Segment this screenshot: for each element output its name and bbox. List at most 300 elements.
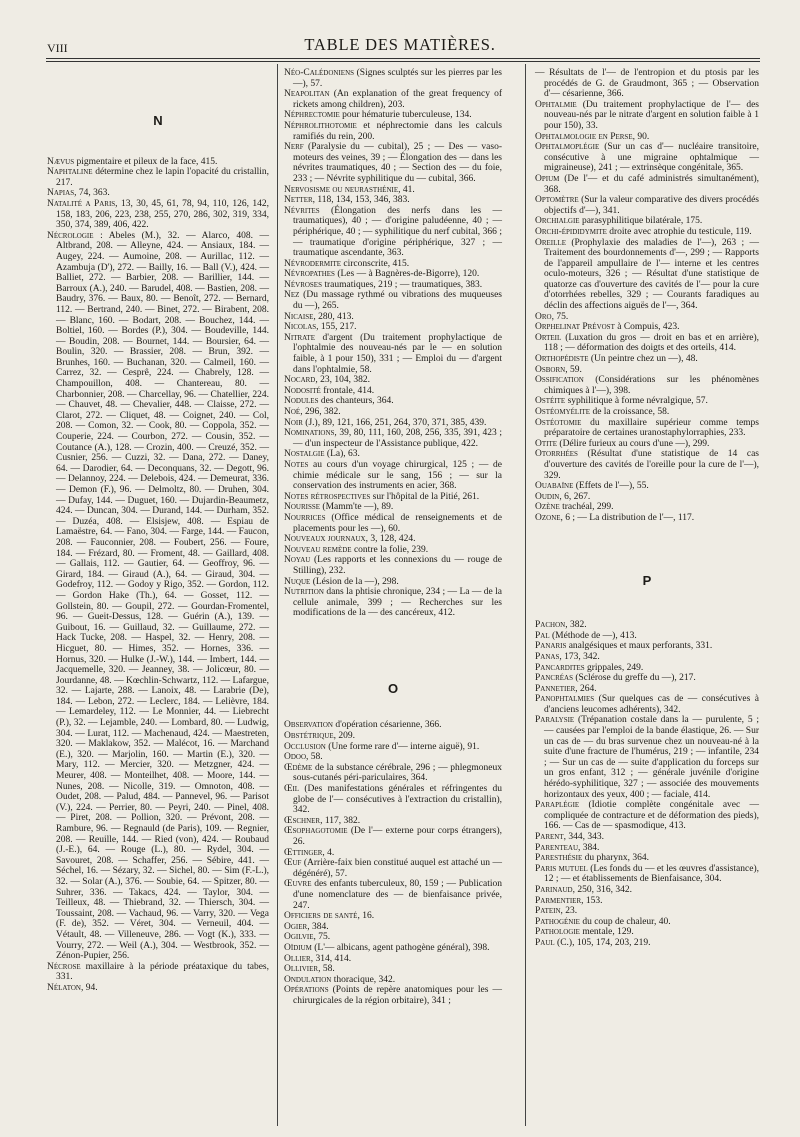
- entry-text: (Considérations sur les phénomènes chimiques à l'—), 398.: [544, 375, 759, 396]
- entry-text: , 384.: [578, 842, 600, 853]
- entry-text: , 4.: [322, 847, 335, 858]
- entry-list: [47, 157, 269, 994]
- index-entry: [284, 195, 502, 206]
- entry-list: [284, 68, 502, 619]
- header-rule-bottom: [46, 61, 760, 62]
- index-entry: [535, 322, 759, 333]
- index-entry: [47, 167, 269, 188]
- entry-text: , 344, 343.: [563, 832, 604, 842]
- entry-text: contre la folie, 239.: [351, 544, 429, 555]
- entry-headword: Ogier: [284, 921, 308, 932]
- entry-headword: Pathogénie: [535, 916, 580, 927]
- index-entry: [535, 896, 759, 907]
- entry-headword: Orteil: [535, 332, 562, 343]
- entry-headword: Noir: [284, 417, 303, 428]
- entry-headword: Nodosité: [284, 385, 321, 396]
- entry-text: (Lésion de la —), 298.: [310, 576, 399, 587]
- index-entry: [284, 577, 502, 588]
- index-entry: [284, 280, 502, 291]
- index-entry: [535, 439, 759, 450]
- entry-text: mentale, 129.: [579, 927, 634, 938]
- entry-text: à Compuis, 423.: [614, 322, 680, 333]
- index-entry: [284, 290, 502, 311]
- index-entry: [284, 932, 502, 943]
- index-entry: [284, 375, 502, 386]
- index-entry: [284, 720, 502, 731]
- entry-text: des chanteurs, 364.: [318, 396, 394, 407]
- index-entry: [284, 396, 502, 407]
- entry-text: , 23, 104, 382.: [315, 375, 370, 386]
- entry-text: (Office médical de renseignements et de placements pour les —), 60.: [293, 512, 502, 534]
- entry-headword: Nez: [284, 290, 300, 301]
- entry-text: , 23.: [560, 906, 578, 917]
- entry-text: (Effets de l'—), 55.: [573, 481, 649, 492]
- index-entry: [284, 386, 502, 397]
- index-entry: [535, 641, 759, 652]
- entry-headword: Orphelinat Prévost: [535, 322, 615, 333]
- index-entry: [284, 555, 502, 576]
- index-entry: [535, 513, 759, 524]
- index-entry: [284, 269, 502, 280]
- entry-headword: Nutrition: [284, 587, 324, 598]
- entry-text: — Résultats de l'— de l'entropion et du ptosis par les procédés de G. de Graudmont, 365 ; — Observation d'— césarienne, 366.: [535, 68, 759, 100]
- entry-text: , 314, 414.: [310, 953, 352, 964]
- entry-text: , 118, 134, 153, 346, 383.: [312, 195, 410, 206]
- index-entry: [535, 132, 759, 143]
- entry-text: traumatiques, 219 ; — traumatiques, 383.: [321, 279, 483, 290]
- index-entry: [535, 673, 759, 684]
- entry-headword: Nicolas: [284, 322, 317, 333]
- index-entry: [284, 587, 502, 619]
- entry-text: , 13, 30, 45, 61, 78, 94, 110, 126, 142, 158, 183, 206, 223, 238, 255, 270, 286, 302, 319, 334, 350, 374, 389, 406, 422.: [56, 198, 269, 231]
- entry-headword: Œdème: [284, 762, 313, 773]
- entry-headword: Odoo: [284, 752, 307, 763]
- entry-headword: Oudin: [535, 491, 560, 502]
- index-entry: [284, 110, 502, 121]
- entry-text: (Les — à Bagnères-de-Bigorre), 120.: [334, 269, 480, 280]
- entry-headword: Orthopédiste: [535, 354, 589, 365]
- entry-text: de la substance cérébrale, 296 ; — phlegmoneux sous-cutanés péri-pariculaires, 364.: [293, 762, 502, 784]
- entry-list: [535, 68, 759, 524]
- entry-text: (Les fonds du — et les œuvres d'assistance), 12 ; — et établissements de Bienfaisance, 304.: [544, 863, 759, 885]
- index-entry: [535, 174, 759, 195]
- index-entry: [535, 652, 759, 663]
- entry-text: (Résultat d'une statistique de 14 cas d'ouverture des cavités de l'oreille pour la cure de l'—), 329.: [544, 449, 759, 481]
- index-entry: [535, 396, 759, 407]
- index-entry: [284, 964, 502, 975]
- entry-text: , 173, 342.: [559, 651, 600, 662]
- index-entry: [284, 954, 502, 965]
- entry-headword: Nourrices: [284, 512, 326, 523]
- index-entry: [535, 620, 759, 631]
- index-entry: [535, 832, 759, 843]
- entry-headword: Œil: [284, 784, 300, 795]
- index-entry: [47, 231, 269, 962]
- index-entry: [284, 826, 502, 847]
- entry-text: parasyphilitique bilatérale, 175.: [579, 216, 703, 227]
- entry-text: (Les rapports et les connexions du — rouge de Stilling), 232.: [293, 555, 502, 576]
- index-entry: [284, 333, 502, 375]
- entry-text: syphilitique à forme névralgique, 57.: [565, 396, 708, 407]
- entry-text: dans la phtisie chronique, 234 ; — La — de la cellule animale, 399 ; — Recherches sur les modifications de la — des cancéreux, 412.: [293, 587, 502, 619]
- entry-headword: Pannetier: [535, 683, 576, 694]
- entry-text: (Sur un cas d'— nucléaire transitoire, consécutive à une migraine ophtalmique — migraineuse), 241 ; — extrinsèque congénitale, 365.: [544, 142, 759, 174]
- entry-text: de la croissance, 58.: [590, 407, 670, 417]
- index-entry: [284, 492, 502, 503]
- entry-text: (Méthode de —), 413.: [549, 630, 637, 641]
- index-entry: [284, 121, 502, 142]
- entry-text: droite avec atrophie du testicule, 119.: [606, 226, 752, 237]
- entry-headword: Nerf: [284, 142, 304, 153]
- entry-headword: Noé: [284, 407, 301, 417]
- entry-text: , 59.: [565, 364, 582, 375]
- index-entry: [535, 354, 759, 365]
- index-entry: [535, 312, 759, 323]
- entry-headword: Paris mutuel: [535, 863, 588, 874]
- entry-headword: Ouabaïne: [535, 481, 574, 492]
- entry-headword: Oreille: [535, 237, 566, 248]
- entry-headword: Parmentier: [535, 895, 582, 906]
- entry-headword: Nécrologie: [47, 230, 94, 241]
- entry-list: [535, 620, 759, 948]
- index-column-left: [47, 68, 269, 994]
- entry-headword: Parenteau: [535, 842, 579, 853]
- entry-headword: Nélaton: [47, 982, 81, 993]
- index-entry: [535, 481, 759, 492]
- entry-headword: Névrodermite: [284, 258, 342, 269]
- entry-headword: Paresthésie: [535, 853, 583, 864]
- entry-headword: Œuvre: [284, 879, 312, 890]
- index-entry: [284, 460, 502, 492]
- entry-headword: Nodules: [284, 396, 319, 407]
- index-entry: [284, 784, 502, 816]
- entry-headword: Orchialgie: [535, 216, 580, 227]
- entry-text: : Abeles (M.), 32. — Alarco, 408. — Altbrand, 208. — Alleyne, 424. — Ansiaux, 184. — Augey, 224. — Aumoine, 208. — Aurillac, 112. — Azambuja (D'), 272. — Bailly, 16. — Ball (V.), 424. — Balliet, 272. — Barbier, 208. — Barillier, 144. — Barroux (A.), 240. — Barudel, 408. — Bastien, 208. — Baudry, 376. — Baux, 80. — Benoît, 272. — Bernard, 112. — Bertrand, 240. — Binet, 272. — Birabent, 208. — Blanc, 160. — Bodart, 208. — Bouchez, 144. — Boltiel, 160. — Bordes (P.), 304. — Boudeville, 144. — Boudin, 208. — Bournet, 144. — Boursier, 64. — Boulin, 320. — Brassier, 208. — Brun, 392. — Brunhes, 160. — Buchanan, 320. — Calmeil, 160. — Carrez, 32. — Cesprê, 224. — Chabrely, 128. — Champouillon, 408. — Chantereau, 80. — Charbonnier, 208. — Charcellay, 96. — Chatellier, 224. — Chauvet, 48. — Chevalier, 448. — Claisse, 272. — Clarot, 272. — Cliquet, 48. — Coignet, 240. — Col, 208. — Comon, 32. — Cook, 80. — Coppola, 352. — Couperie, 224. — Courbon, 272. — Cousin, 352. — Coutance (A.), 128. — Crozin, 400. — Creuzé, 352. — Cusnier, 256. — Cuzzi, 32. — Dana, 272. — Daney, 64. — Darodier, 64. — Deconquans, 32. — Degott, 96. — Delannoy, 224. — Delebois, 424. — Demeurat, 336. — Demon (F.), 96. — Delmoltz, 80. — Druhen, 304. — Dufay, 144. — Duguet, 160. — Dujardin-Beaumetz, 424. — Duncan, 304. — Durand, 144. — Durham, 352. — Duzéa, 408. — Elsisjew, 408. — Espiau de Lamaëstre, 64. — Fano, 304. — Farge, 144. — Faucon, 208. — Fauconnier, 208. — Foubert, 256. — Foure, 184. — Frézard, 80. — Froment, 48. — Gaillard, 408. — Gallais, 112. — Gautier, 64. — Geoffroy, 96. — Girard, 184. — Giraud (A.), 64. — Giraud, 304. — Godefroy, 112. — Godoy y Rigo, 352. — Gordon, 112. — Gordon Hake (Th.), 64. — Gosset, 112. — Gollstein, 80. — Goupil, 272. — Gourdan-Fromentel, 96. — Gueit-Dessus, 128. — Guérin (A.), 139. — Guibout, 16. — Guillaud, 32. — Guillaume, 272. — Hack Tucke, 208. — Haspel, 32. — Henry, 208. — Hicguet, 80. — Himes, 352. — Hornes, 336. — Hornus, 320. — Hulke (J.-W.), 144. — Imbert, 144. — Jacquemelle, 320. — Jeanney, 38. — Jolicœur, 80. — Jourdanne, 48. — Kœchlin-Schwartz, 112. — Lafargue, 32. — Lajarte, 288. — Lanoix, 48. — Larabrie (De), 184. — Lebon, 272. — Leclerc, 184. — Lelièvre, 184. — Lemardeley, 112. — Le Monnier, 44. — Liebrecht (P.), 32. — Lejamble, 240. — Lombard, 80. — Ludwig, 304. — Lurat, 112. — Machenaud, 424. — Maestreten, 320. — Maklakow, 352. — Malécot, 16. — Marchand (E.), 320. — Marjolin, 160. — Martin (E.), 320. — Mary, 112. — Mercier, 320. — Metzgner, 424. — Meurer, 408. — Monteilhet, 408. — Moore, 144. — Nunes, 208. — Nicolle, 319. — Omnoton, 408. — Oudet, 208. — Palud, 484. — Pannevel, 96. — Parisot (V.), 224. — Perrier, 80. — Peyri, 240. — Pinel, 408. — Piret, 208. — Pollion, 320. — Prévont, 208. — Rambure, 96. — Regnauld (de Paris), 109. — Regnier, 208. — Reuille, 144. — Ried (von), 424. — Roubaud (J.-E.), 64. — Rouge (L.), 80. — Rydel, 304. — Savouret, 208. — Schaffer, 256. — Sébire, 441. — Séchel, 16. — Sézary, 32. — Sichel, 80. — Sim (F.-L.), 32. — Solar (A.), 376. — Soubie, 64. — Spitzer, 80. — Suhrer, 336. — Takacs, 424. — Taylor, 304. — Teilleux, 48. — Thiebrand, 32. — Thiersch, 304. — Toussaint, 208. — Vachaud, 96. — Varry, 320. — Vega (F. de), 352. — Véret, 304. — Verneuil, 404. — Vétault, 48. — Villeneuve, 286. — Vogt (K.), 333. — Vourry, 272. — Weil (A.), 304. — Westbrook, 352. — Zénon-Pupier, 256.: [56, 230, 269, 962]
- entry-headword: Opium: [535, 173, 560, 184]
- entry-text: du coup de chaleur, 40.: [579, 916, 671, 927]
- entry-headword: Noyau: [284, 555, 311, 566]
- index-entry: [535, 449, 759, 481]
- entry-text: (Mamm'te —), 89.: [320, 502, 394, 513]
- entry-headword: Ollivier: [284, 964, 319, 975]
- index-entry: [284, 142, 502, 184]
- entry-headword: Orchi-épididymite: [535, 226, 607, 237]
- entry-headword: Parinaud: [535, 884, 573, 895]
- index-entry: [535, 216, 759, 227]
- entry-headword: Pancardites: [535, 662, 585, 673]
- entry-headword: Ollier: [284, 953, 311, 964]
- entry-headword: Nouveau remède: [284, 544, 352, 555]
- entry-headword: Œttinger: [284, 847, 323, 858]
- entry-headword: Paraplégie: [535, 800, 580, 811]
- entry-headword: Netter: [284, 195, 313, 206]
- index-entry: [535, 843, 759, 854]
- entry-text: , 90.: [632, 131, 650, 142]
- entry-text: , 250, 316, 342.: [572, 884, 632, 895]
- index-entry: [284, 449, 502, 460]
- entry-text: (Signes sculptés sur les pierres par les —), 57.: [293, 68, 502, 89]
- index-entry: [535, 800, 759, 832]
- entry-text: (Trépanation costale dans la — purulente, 5 ; — causées par l'emploi de la bande élastique, 26. — Sur un cas de — du bras survenue chez un nouveau-né à la suite d'une fracture de l'humérus, 219 ; — infantile, 234 ; — Sur un cas de — suite d'application du forceps sur un gros enfant, 312 ; — générale juvénile d'origine hérédo-syphilitique, 327 ; — associée des mouvements horizontaux des yeux, 400 ; — faciale, 414.: [544, 715, 759, 800]
- entry-text: (An explanation of the great frequency of rickets among children), 203.: [293, 89, 502, 110]
- entry-text: frontale, 414.: [320, 385, 375, 396]
- entry-text: , 6, 267.: [559, 491, 591, 502]
- entry-headword: Néo-Calédoniens: [284, 68, 355, 78]
- entry-headword: Néphrectomie: [284, 110, 340, 121]
- index-entry: [535, 502, 759, 513]
- entry-text: du maxillaire supérieur comme temps préparatoire de certaines uranostaphylorraphies, 233.: [544, 417, 759, 439]
- index-entry: [47, 962, 269, 983]
- entry-text: au cours d'un voyage chirurgical, 125 ; — de chimie médicale sur le sang, 156 ; — sur la conservation des instruments en acier, 368.: [293, 459, 502, 492]
- index-entry: [535, 142, 759, 174]
- index-entry: [284, 848, 502, 859]
- entry-text: , 41.: [398, 184, 415, 195]
- entry-text: (Idiotie complète congénitale avec — compliquée de contracture et de déformation des pieds), 166. — Cas de — spasmodique, 413.: [544, 800, 759, 832]
- index-entry: [284, 534, 502, 545]
- entry-text: trachéal, 299.: [559, 502, 614, 513]
- entry-text: (Prophylaxie des maladies de l'—), 263 ; — Traitement des bourdonnements d'—, 299 ; — Rapports de l'appareil ampullaire de l'— interne et les centres oculo-moteurs, 326 ; — Résultat d'une statistique de quatorze cas d'ouverture des cavités de l'— pour la cure d'otorrhées rebelles, 329 ; — Courants faradiques au déclin des affections aiguës de l'—, 364.: [544, 237, 759, 312]
- entry-headword: Neapolitan: [284, 89, 330, 100]
- index-entry: [535, 663, 759, 674]
- index-entry: [284, 545, 502, 556]
- entry-headword: Oïdium: [284, 942, 312, 953]
- entry-headword: Panas: [535, 651, 560, 662]
- entry-text: , 153.: [581, 895, 603, 906]
- entry-headword: Nuque: [284, 576, 311, 587]
- entry-headword: Paul: [535, 937, 555, 948]
- index-entry: [284, 985, 502, 1006]
- entry-text: détermine chez le lapin l'opacité du cristallin, 217.: [56, 167, 269, 188]
- entry-text: , 280, 413.: [313, 311, 354, 322]
- section-letter-o: O: [387, 680, 399, 696]
- index-entry: [284, 259, 502, 270]
- index-entry: [284, 418, 502, 429]
- entry-headword: Otorrhées: [535, 449, 578, 460]
- entry-headword: Névroses: [284, 279, 322, 290]
- entry-text: d'argent (Du traitement prophylactique de l'ophtalmie des nouveau-nés par le — en solution faible, à 1 pour 150), 331 ; — Emploi du — d'argent dans l'ophtalmie, 58.: [293, 332, 502, 375]
- index-entry: [535, 238, 759, 312]
- index-column-middle: [284, 68, 502, 1007]
- entry-text: pour hématurie tuberculeuse, 134.: [339, 110, 472, 121]
- entry-text: circonscrite, 415.: [341, 258, 410, 269]
- entry-text: (Sur quelques cas de — consécutives à d'anciens leucomes adhérents), 342.: [544, 694, 759, 715]
- index-entry: [284, 68, 502, 89]
- index-entry: [535, 715, 759, 800]
- entry-headword: Nicaise: [284, 311, 314, 322]
- entry-text: , 264.: [575, 683, 597, 694]
- entry-text: (Du traitement prophylactique de l'— des nouveau-nés par le nitrate d'argent en solution faible à 1 pour 150), 33.: [544, 99, 759, 131]
- index-entry: [284, 322, 502, 333]
- index-entry: [284, 312, 502, 323]
- index-entry: [535, 68, 759, 100]
- index-entry: [535, 684, 759, 695]
- index-entry: [535, 927, 759, 938]
- entry-headword: Pal: [535, 630, 550, 641]
- entry-text: pigmentaire et pileux de la face, 415.: [74, 156, 218, 167]
- section-letter-n: N: [153, 113, 163, 128]
- entry-text: , 6 ; — La distribution de l'—, 117.: [560, 512, 695, 523]
- entry-headword: Patein: [535, 906, 561, 917]
- entry-list: [284, 720, 502, 1006]
- index-entry: [535, 694, 759, 715]
- entry-text: , 75.: [313, 932, 331, 943]
- entry-headword: Néphrolithotomie: [284, 120, 357, 131]
- entry-headword: Nævus: [47, 156, 75, 167]
- page-number: VIII: [47, 41, 68, 55]
- entry-text: , 155, 217.: [316, 322, 357, 333]
- entry-text: (Élongation des nerfs dans les — traumatiques), 40 ; — d'origine paludéenne, 40 ; — périphérique, 40 ; — syphilitique du nerf cubital, 366 ; — traumatique d'origine périphérique, 327 ; — traumatique ascendante, 363.: [293, 205, 502, 259]
- entry-headword: Œschner: [284, 815, 321, 826]
- index-entry: [284, 89, 502, 110]
- entry-text: (Paralysie du — cubital), 25 ; — Des — vaso-moteurs des veines, 39 ; — Élongation des — dans les névrites traumatiques, 40 ; — Section des — du foie, 233 ; — Névrite syphilitique du — cubital, 366.: [293, 142, 502, 184]
- entry-text: du pharynx, 364.: [582, 853, 650, 864]
- index-entry: [535, 492, 759, 503]
- entry-text: (Arrière-faix bien constitué auquel est attaché un — dégénéré), 57.: [293, 858, 502, 879]
- entry-headword: Nourisse: [284, 502, 321, 513]
- index-entry: [535, 917, 759, 928]
- index-entry: [47, 983, 269, 994]
- section-letter-p: P: [642, 572, 652, 588]
- index-entry: [535, 407, 759, 418]
- entry-headword: Otite: [535, 438, 558, 449]
- index-entry: [47, 188, 269, 199]
- entry-text: (J.), 89, 121, 166, 251, 264, 370, 371, 385, 439.: [302, 417, 487, 428]
- entry-text: et néphrectomie dans les calculs ramifiés du rein, 200.: [293, 120, 502, 142]
- entry-headword: Natalité a Paris: [47, 198, 116, 209]
- index-entry: [284, 911, 502, 922]
- index-entry: [284, 206, 502, 259]
- entry-text: , 117, 382.: [320, 815, 361, 826]
- entry-text: , 75.: [551, 311, 569, 322]
- entry-text: , 296, 382.: [300, 407, 341, 417]
- entry-text: analgésiques et maux perforants, 331.: [566, 641, 713, 652]
- entry-headword: Œuf: [284, 858, 302, 869]
- entry-text: (Luxation du gros — droit en bas et en arrière), 118 ; — déformation des doigts et des orteils, 414.: [544, 332, 759, 354]
- page-title: TABLE DES MATIÈRES.: [304, 35, 496, 54]
- index-entry: [535, 333, 759, 354]
- index-entry: [535, 938, 759, 949]
- index-entry: [535, 365, 759, 376]
- entry-text: , 209.: [333, 731, 356, 742]
- entry-headword: Nocard: [284, 375, 316, 386]
- entry-headword: Panaris: [535, 641, 567, 652]
- index-entry: [284, 922, 502, 933]
- entry-headword: Névropathes: [284, 269, 335, 280]
- entry-text: thoracique, 342.: [331, 974, 396, 985]
- entry-headword: Optomètre: [535, 195, 579, 206]
- index-entry: [535, 853, 759, 864]
- entry-text: , 58.: [306, 752, 323, 763]
- entry-text: (Des manifestations générales et réfringentes du globe de l'— consécutives à l'extraction du cristallin), 342.: [293, 784, 502, 816]
- entry-headword: Pachon: [535, 620, 566, 631]
- entry-headword: Obstétrique: [284, 731, 334, 742]
- entry-headword: Ozène: [535, 502, 560, 513]
- index-entry: [535, 885, 759, 896]
- index-entry: [284, 502, 502, 513]
- entry-text: (De l'— et du café administrés simultanément), 368.: [544, 173, 759, 195]
- entry-headword: Opérations: [284, 985, 329, 996]
- index-entry: [535, 864, 759, 885]
- entry-headword: Paralysie: [535, 715, 575, 726]
- index-entry: [284, 513, 502, 534]
- entry-text: (Délire furieux au cours d'une —), 299.: [557, 438, 710, 449]
- entry-headword: Parent: [535, 832, 564, 842]
- index-column-right: [535, 68, 759, 949]
- entry-headword: Ogilvie: [284, 932, 314, 943]
- entry-headword: Napias: [47, 188, 75, 199]
- entry-text: grippales, 249.: [584, 662, 644, 673]
- index-entry: [284, 943, 502, 954]
- entry-headword: Ondulation: [284, 974, 332, 985]
- entry-headword: Œsophagotomie: [284, 826, 348, 837]
- page-header: [0, 0, 800, 70]
- entry-text: d'opération césarienne, 366.: [332, 720, 442, 731]
- index-entry: [284, 975, 502, 986]
- index-entry: [284, 407, 502, 418]
- entry-text: (Sur la valeur comparative des divers procédés objectifs d'—), 341.: [544, 195, 759, 216]
- entry-headword: Ophtalmoplégie: [535, 142, 600, 153]
- index-entry: [47, 157, 269, 168]
- entry-headword: Naphtaline: [47, 167, 93, 178]
- index-entry: [284, 731, 502, 742]
- entry-text: , 74, 363.: [74, 188, 110, 199]
- entry-headword: Osborn: [535, 364, 566, 375]
- entry-text: , 3, 128, 424.: [365, 534, 416, 545]
- entry-headword: Oro: [535, 311, 552, 322]
- entry-text: (Points de repère anatomiques pour les — chirurgicales de la région orbitaire), 341 ;: [293, 985, 502, 1006]
- index-entry: [535, 375, 759, 396]
- column-divider: [525, 64, 526, 1126]
- index-entry: [284, 879, 502, 911]
- entry-headword: Ostéite: [535, 396, 566, 407]
- entry-text: , 382.: [565, 620, 587, 631]
- index-entry: [535, 100, 759, 132]
- index-entry: [535, 227, 759, 238]
- index-entry: [535, 906, 759, 917]
- entry-text: maxillaire à la période préataxique du tabes, 331.: [56, 961, 269, 983]
- entry-headword: Nominations: [284, 428, 335, 439]
- entry-headword: Officiers de santé: [284, 911, 358, 922]
- entry-headword: Ozone: [535, 512, 561, 523]
- entry-text: , 39, 80, 111, 160, 208, 256, 335, 391, 423 ; — d'un inspecteur de l'Assistance publique, 422.: [293, 428, 502, 449]
- index-entry: [284, 742, 502, 753]
- entry-headword: Névrites: [284, 205, 320, 216]
- entry-headword: Nouveaux journaux: [284, 534, 366, 545]
- entry-headword: Ostéotomie: [535, 417, 582, 428]
- entry-headword: Ophtalmie: [535, 99, 577, 110]
- entry-text: , 94.: [80, 982, 98, 993]
- entry-headword: Pathologie: [535, 927, 580, 938]
- index-entry: [284, 816, 502, 827]
- entry-headword: Occlusion: [284, 741, 326, 752]
- index-entry: [535, 418, 759, 439]
- entry-text: (Un peintre chez un —), 48.: [588, 354, 698, 365]
- entry-text: (Du massage rythmé ou vibrations des muqueuses du —), 265.: [293, 290, 502, 312]
- entry-headword: Nostalgie: [284, 449, 325, 460]
- entry-headword: Notes: [284, 459, 309, 470]
- entry-headword: Nécrose: [47, 961, 81, 972]
- entry-text: (De l'— externe pour corps étrangers), 26.: [293, 826, 502, 847]
- entry-text: , 16.: [357, 911, 375, 922]
- header-rule-top: [46, 58, 760, 59]
- index-entry: [47, 199, 269, 231]
- entry-headword: Ophtalmologie en Perse: [535, 131, 633, 142]
- entry-headword: Observation: [284, 720, 333, 731]
- entry-headword: Ostéomyélite: [535, 407, 591, 417]
- column-divider: [277, 64, 278, 1126]
- entry-text: , 58.: [318, 964, 335, 975]
- entry-text: (L'— albicans, agent pathogène général), 398.: [311, 942, 490, 953]
